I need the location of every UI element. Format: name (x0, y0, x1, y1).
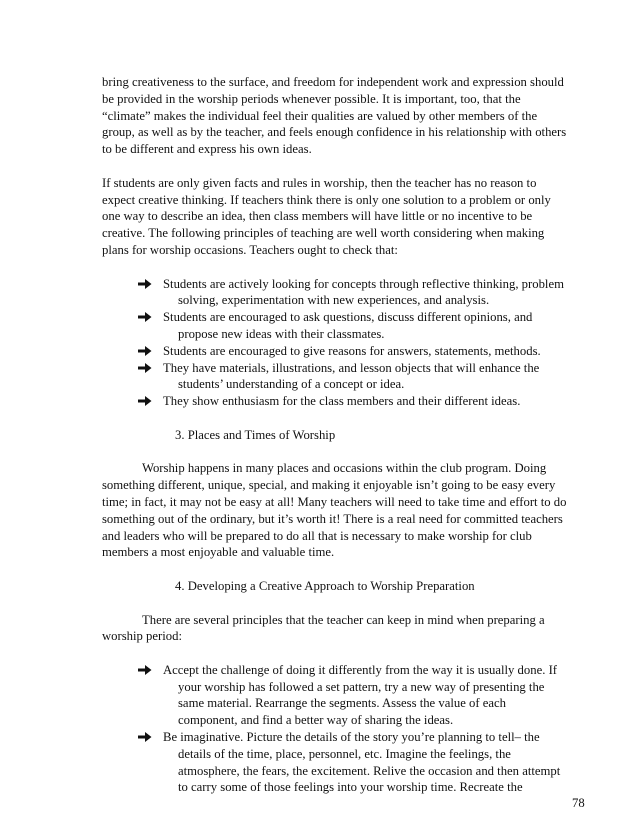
text-line: be provided in the worship periods whenever possible. It is important, too, that the (102, 91, 521, 106)
list-item-text: atmosphere, the fears, the excitement. Relive the occasion and then attempt (178, 763, 561, 778)
text-line: worship period: (102, 629, 182, 644)
list-item (138, 276, 572, 310)
list-item-text: same material. Rearrange the segments. Assess the value of each (178, 696, 506, 711)
section-heading-3: 3. Places and Times of Worship (175, 427, 336, 442)
text-line: something different, unique, special, and making it enjoyable isn’t going to be easy every (102, 478, 556, 493)
list-item-text: Students are encouraged to give reasons for answers, statements, methods. (163, 343, 541, 358)
text-line: There are several principles that the teacher can keep in mind when preparing a (142, 612, 545, 627)
paragraph-1 (102, 74, 572, 158)
list-item (138, 360, 572, 394)
list-item-text: to carry some of those feelings into your worship time. Recreate the (178, 780, 523, 795)
list-item-text: solving, experimentation with new experiences, and analysis. (178, 293, 490, 308)
right-arrow-icon (138, 662, 154, 679)
list-item-text: details of the time, place, personnel, etc. Imagine the feelings, the (178, 746, 511, 761)
paragraph-2 (102, 175, 572, 259)
list-item-text: They have materials, illustrations, and lesson objects that will enhance the (163, 360, 540, 375)
text-line: members a most enjoyable and valuable time. (102, 545, 335, 560)
list-item-text: Accept the challenge of doing it differently from the way it is usually done. If (163, 662, 558, 677)
list-item-text: students’ understanding of a concept or idea. (178, 377, 405, 392)
list-item-text: Students are encouraged to ask questions, discuss different opinions, and (163, 310, 533, 325)
text-line: If students are only given facts and rules in worship, then the teacher has no reason to (102, 175, 537, 190)
list-item-text: propose new ideas with their classmates. (178, 326, 385, 341)
list-item (138, 662, 572, 729)
page-number: 78 (572, 796, 585, 810)
list-item-text: your worship has followed a set pattern, try a new way of presenting the (178, 679, 545, 694)
text-line: Worship happens in many places and occasions within the club program. Doing (142, 461, 547, 476)
paragraph-3 (102, 460, 572, 561)
paragraph-4 (102, 612, 572, 646)
text-line: one way to describe an idea, then class members will have little or no incentive to be (102, 209, 533, 224)
list-item-text: Students are actively looking for concepts through reflective thinking, problem (163, 276, 564, 291)
text-line: bring creativeness to the surface, and freedom for independent work and expression should (102, 75, 564, 89)
teacher-checklist (138, 276, 572, 410)
text-line: “climate” makes the individual feel their qualities are valued by other members of the (102, 108, 538, 123)
principles-list (138, 662, 572, 796)
list-item-text: component, and find a better way of sharing the ideas. (178, 713, 454, 728)
list-item (138, 393, 572, 410)
page-content (102, 74, 572, 813)
list-item (138, 729, 572, 796)
text-line: and leaders who will be prepared to do all that is necessary to make worship for club (102, 528, 532, 543)
right-arrow-icon (138, 393, 154, 410)
right-arrow-icon (138, 360, 154, 377)
right-arrow-icon (138, 309, 154, 326)
list-item-text: They show enthusiasm for the class members and their different ideas. (163, 394, 521, 409)
text-line: group, as well as by the teacher, and feels enough confidence in his relationship with others (102, 125, 567, 140)
text-line: expect creative thinking. If teachers think there is only one solution to a problem or only (102, 192, 551, 207)
list-item (138, 343, 572, 360)
text-line: plans for worship occasions. Teachers ought to check that: (102, 242, 398, 257)
list-item-text: Be imaginative. Picture the details of the story you’re planning to tell– the (163, 730, 540, 745)
right-arrow-icon (138, 343, 154, 360)
text-line: something out of the ordinary, but it’s worth it! There is a real need for committed teachers (102, 511, 563, 526)
right-arrow-icon (138, 729, 154, 746)
text-line: time; in fact, it may not be easy at all! Many teachers will need to take time and effort to do (102, 494, 567, 509)
right-arrow-icon (138, 276, 154, 293)
text-line: to be different and express his own ideas. (102, 142, 312, 157)
list-item (138, 309, 572, 343)
text-line: creative. The following principles of teaching are well worth considering when making (102, 226, 545, 241)
section-heading-4: 4. Developing a Creative Approach to Worship Preparation (175, 578, 475, 593)
